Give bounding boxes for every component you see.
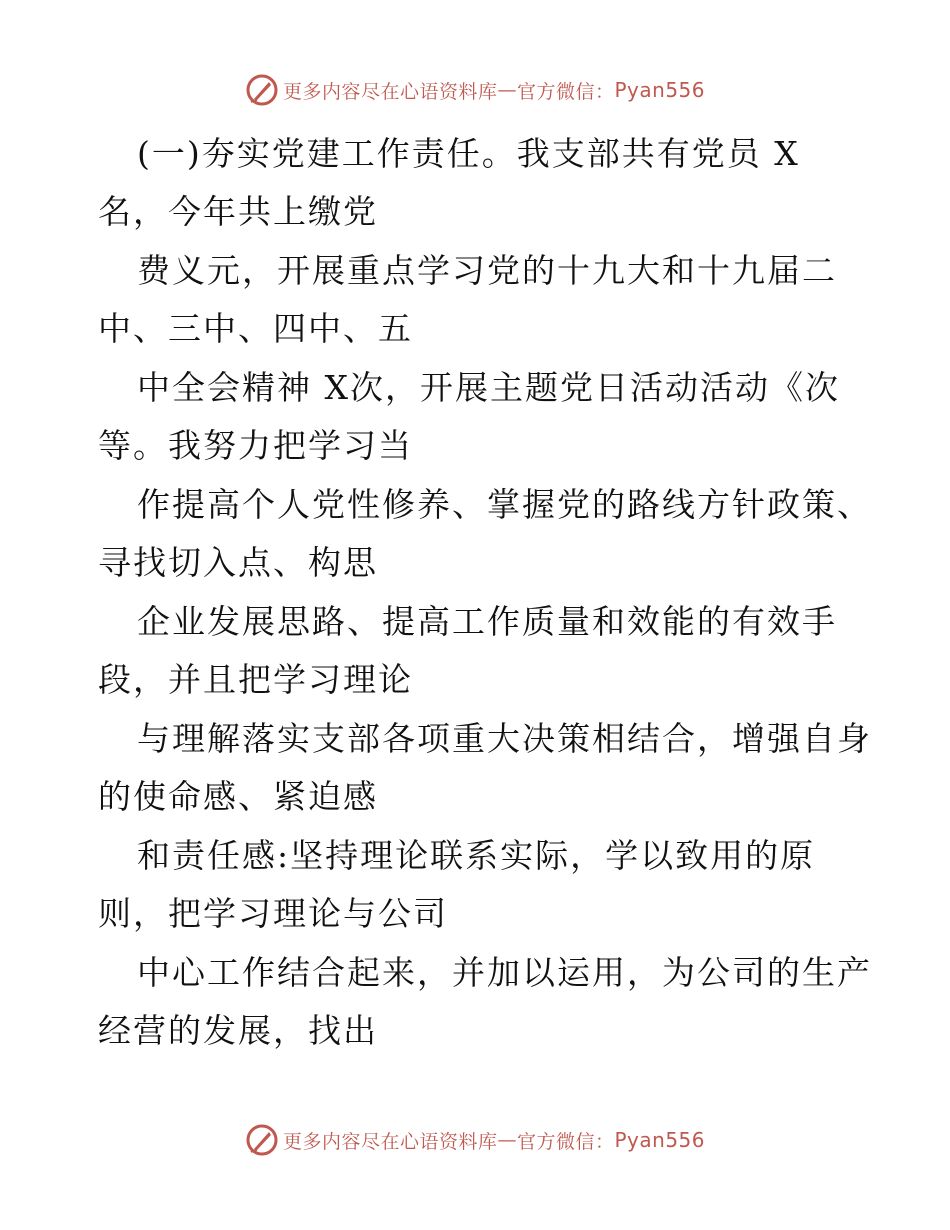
watermark-text: 更多内容尽在心语资料库 bbox=[282, 80, 498, 103]
header-watermark bbox=[0, 70, 950, 110]
watermark-separator: — bbox=[497, 79, 517, 101]
body-line: 作提高个人党性修养、掌握党的路线方针政策、 bbox=[137, 485, 872, 524]
watermark-contact-id: Pyan556 bbox=[614, 1128, 706, 1152]
body-line: 则，把学习理论与公司 bbox=[98, 894, 448, 933]
body-line: 经营的发展，找出 bbox=[98, 1011, 378, 1050]
watermark-contact-id: Pyan556 bbox=[614, 78, 706, 102]
body-line: 寻找切入点、构思 bbox=[98, 543, 378, 582]
body-line: 等。我努力把学习当 bbox=[98, 426, 413, 465]
body-line: 段，并且把学习理论 bbox=[98, 660, 413, 699]
body-line: 中心工作结合起来，并加以运用，为公司的生产 bbox=[137, 953, 872, 992]
quill-logo-icon bbox=[245, 1123, 279, 1157]
body-line: 的使命感、紧迫感 bbox=[98, 777, 378, 816]
watermark-contact-label: 官方微信： bbox=[516, 80, 615, 103]
body-line: 中全会精神 X次，开展主题党日活动活动《次 bbox=[137, 368, 840, 407]
watermark-separator: — bbox=[497, 1129, 517, 1151]
footer-watermark bbox=[0, 1120, 950, 1160]
watermark-contact-label: 官方微信： bbox=[516, 1130, 615, 1153]
body-line: 费义元，开展重点学习党的十九大和十九届二 bbox=[137, 251, 837, 290]
body-line: 名，今年共上缴党 bbox=[98, 192, 378, 231]
body-line: 企业发展思路、提高工作质量和效能的有效手 bbox=[137, 602, 837, 641]
body-line: 和责任感:坚持理论联系实际，学以致用的原 bbox=[137, 836, 816, 875]
body-line: 中、三中、四中、五 bbox=[98, 309, 413, 348]
body-line: 与理解落实支部各项重大决策相结合，增强自身 bbox=[137, 719, 872, 758]
watermark-text: 更多内容尽在心语资料库 bbox=[282, 1130, 498, 1153]
body-line: (一)夯实党建工作责任。我支部共有党员 X bbox=[137, 134, 800, 173]
quill-logo-icon bbox=[245, 73, 279, 107]
